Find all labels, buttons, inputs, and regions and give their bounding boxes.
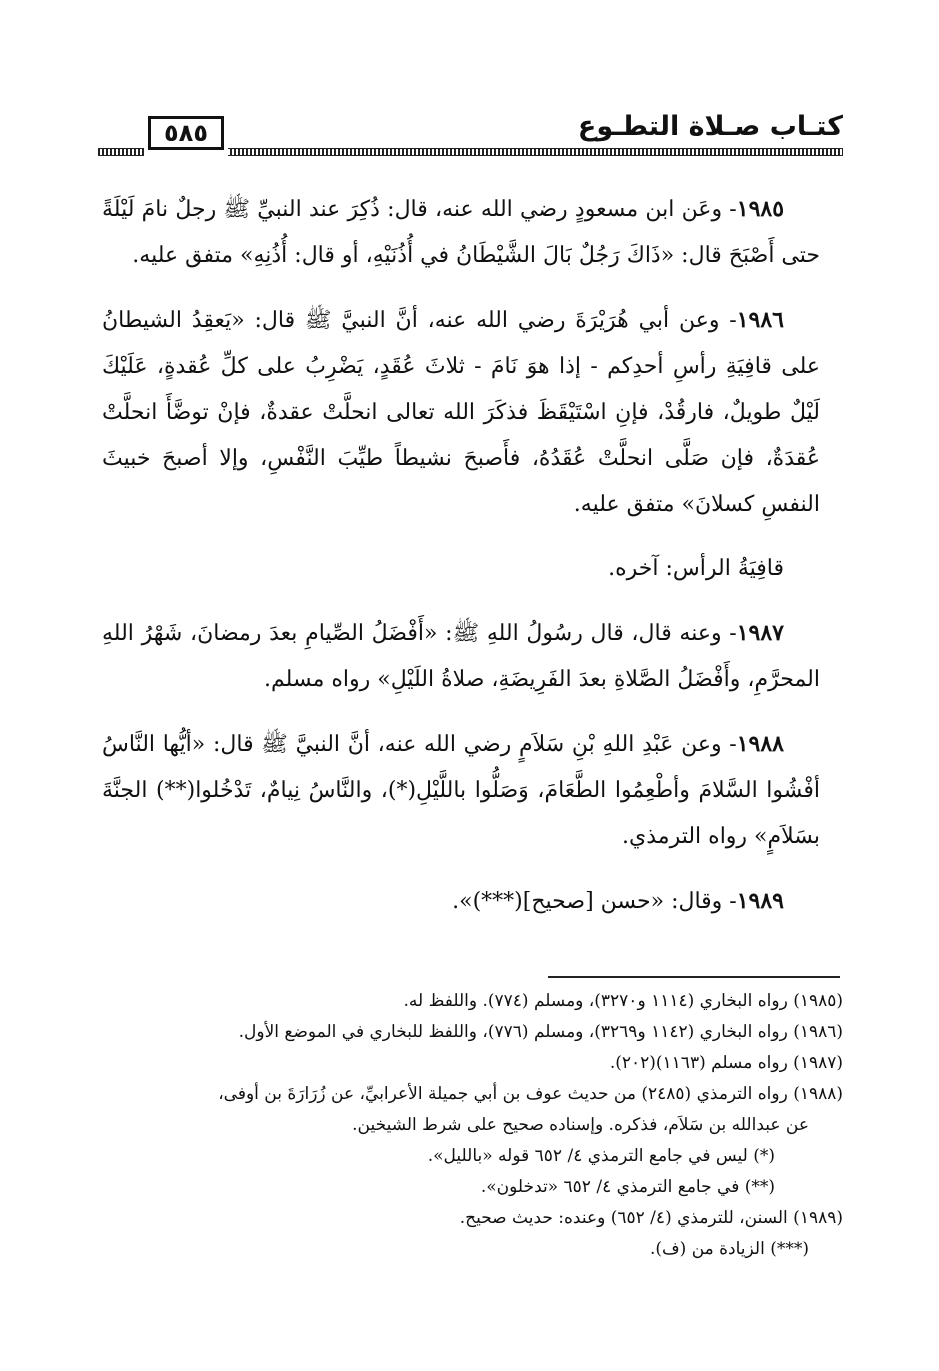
footnote-1987: (١٩٨٧) رواه مسلم (١١٦٣)(٢٠٢).	[609, 1053, 843, 1073]
footnote-star-3: (***) الزيادة من (ف).	[650, 1239, 809, 1259]
footnote-separator	[548, 976, 840, 978]
footnote-1986: (١٩٨٦) رواه البخاري (١١٤٢ و٣٢٦٩)، ومسلم (٧٧٦)، واللفظ للبخاري في الموضع الأول.	[238, 1022, 843, 1042]
hadith-text: - وقال: «حسن [صحيح](***)».	[452, 889, 737, 914]
page-number: ٥٨٥	[148, 116, 224, 150]
gloss-paragraph	[102, 546, 820, 592]
footnote-1989: (١٩٨٩) السنن، للترمذي (٤/ ٦٥٢) وعنده: حديث صحيح.	[459, 1208, 843, 1228]
hadith-paragraph-1987	[102, 610, 820, 703]
hadith-text: - وعن عَبْدِ اللهِ بْنِ سَلاَمٍ رضي الله عنه، أنَّ النبيَّ ﷺ قال: «أيُّها النَّاسُ أفْشُوا السَّلامَ وأطْعِمُوا الطَّعَامَ، وَصَلُّوا باللَّيْلِ(*)، والنَّاسُ نِيامٌ، تَدْخُلوا(**) الجنَّةَ بسَلاَمٍ» رواه الترمذي.	[102, 732, 820, 849]
hadith-paragraph-1985	[102, 186, 820, 279]
footnote-1985: (١٩٨٥) رواه البخاري (١١١٤ و٣٢٧٠)، ومسلم (٧٧٤). واللفظ له.	[403, 991, 843, 1011]
hadith-text: - وعن أبي هُرَيْرَةَ رضي الله عنه، أنَّ النبيَّ ﷺ قال: «يَعقِدُ الشيطانُ على قافِيَةِ رأسِ أحدِكم - إذا هوَ نَامَ - ثلاثَ عُقَدٍ، يَضْرِبُ على كلِّ عُقدةٍ، عَلَيْكَ لَيْلٌ طويلٌ، فارقُدْ، فإنِ اسْتَيْقَظَ فذكَرَ الله تعالى انحلَّتْ عقدةٌ، فإنْ توضَّأَ انحلَّتْ عُقدَةٌ، فإن صَلَّى انحلَّتْ عُقَدُهُ، فأَصبحَ نشيطاً طيِّبَ النَّفْسِ، وإلا أصبحَ خبيثَ النفسِ كسلانَ» متفق عليه.	[102, 308, 820, 517]
page-header	[98, 108, 843, 160]
footnote-1988: (١٩٨٨) رواه الترمذي (٢٤٨٥) من حديث عوف بن أبي جميلة الأعرابيِّ، عن زُرَارَةَ بن أوفى،	[218, 1084, 843, 1104]
book-title: كتـاب صـلاة التطـوع	[577, 111, 843, 142]
hadith-paragraph-1986	[102, 297, 820, 528]
hadith-number: ١٩٨٥	[736, 196, 785, 222]
hadith-number: ١٩٨٨	[736, 731, 784, 757]
footnote-1988-continued: عن عبدالله بن سَلاَم، فذكره. وإسناده صحيح على شرط الشيخين.	[352, 1115, 809, 1135]
hadith-paragraph-1989	[102, 878, 820, 925]
hadith-number: ١٩٨٩	[736, 888, 784, 914]
hadith-number: ١٩٨٧	[736, 620, 784, 646]
hadith-number: ١٩٨٦	[736, 307, 784, 333]
hadith-text: - وعَن ابن مسعودٍ رضي الله عنه، قال: ذُكِرَ عند النبيِّ ﷺ رجلٌ نامَ لَيْلَةً حتى أَصْبَحَ قال: «ذَاكَ رَجُلٌ بَالَ الشَّيْطَانُ في أُذُنَيْهِ، أو قال: أُذُنِهِ» متفق عليه.	[102, 197, 820, 268]
hadith-text: - وعنه قال، قال رسُولُ اللهِ ﷺ: «أَفْضَلُ الصِّيامِ بعدَ رمضانَ، شَهْرُ اللهِ المحرَّمِ، وأَفْضَلُ الصَّلاةِ بعدَ الفَرِيضَةِ، صلاةُ اللَيْلِ» رواه مسلم.	[102, 621, 820, 692]
footnote-star-2: (**) في جامع الترمذي ٤/ ٦٥٢ «تدخلون».	[480, 1177, 775, 1197]
footnote-star-1: (*) ليس في جامع الترمذي ٤/ ٦٥٢ قوله «بالليل».	[427, 1146, 775, 1166]
main-text	[102, 186, 820, 943]
hadith-paragraph-1988	[102, 721, 820, 860]
footnotes	[98, 986, 843, 1265]
gloss-text: قافِيَةُ الرأس: آخره.	[608, 556, 784, 581]
